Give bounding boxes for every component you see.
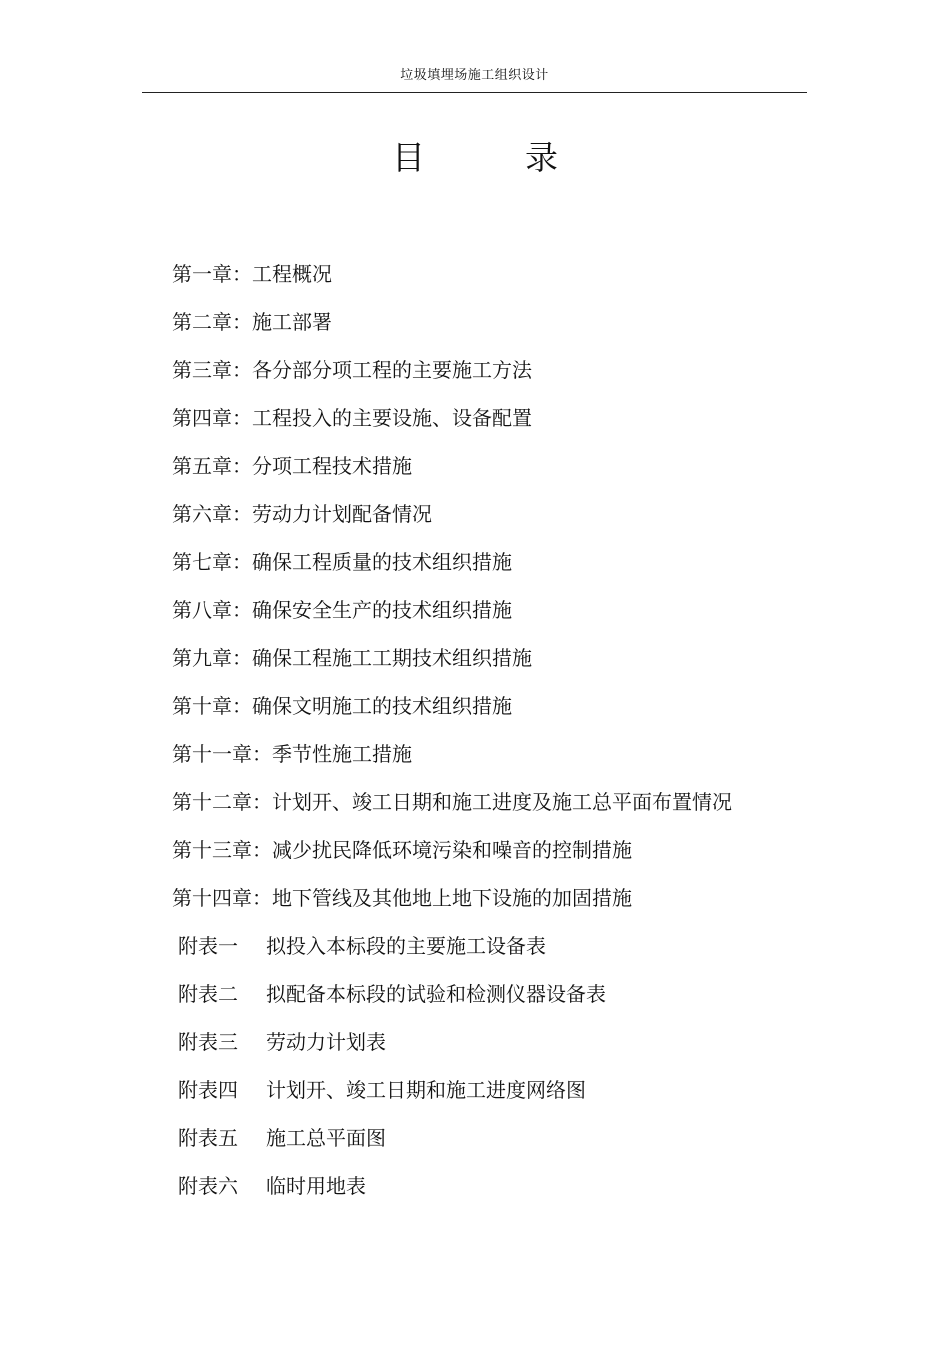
chapter-separator: ： (232, 310, 252, 334)
chapter-separator: ： (232, 694, 252, 718)
chapter-number: 第九章 (172, 646, 232, 670)
appendix-title: 临时用地表 (266, 1174, 366, 1198)
chapter-number: 第五章 (172, 454, 232, 478)
chapter-separator: ： (252, 742, 272, 766)
header-text: 垃圾填埋场施工组织设计 (400, 68, 549, 83)
toc-item-chapter-10[interactable] (172, 688, 812, 736)
chapter-separator: ： (232, 646, 252, 670)
toc-item-chapter-11[interactable] (172, 736, 812, 784)
toc-item-chapter-8[interactable] (172, 592, 812, 640)
toc-item-appendix-1[interactable] (172, 928, 812, 976)
chapter-separator: ： (232, 598, 252, 622)
toc-item-chapter-4[interactable] (172, 400, 812, 448)
toc-item-chapter-14[interactable] (172, 880, 812, 928)
chapter-title: 确保文明施工的技术组织措施 (252, 694, 512, 718)
appendix-number: 附表五 (178, 1126, 238, 1150)
toc-item-appendix-2[interactable] (172, 976, 812, 1024)
chapter-number: 第四章 (172, 406, 232, 430)
chapter-separator: ： (232, 550, 252, 574)
toc-item-chapter-6[interactable] (172, 496, 812, 544)
chapter-number: 第三章 (172, 358, 232, 382)
chapter-separator: ： (232, 406, 252, 430)
chapter-number: 第八章 (172, 598, 232, 622)
chapter-separator: ： (252, 838, 272, 862)
toc-title-char-2: 录 (525, 138, 558, 177)
chapter-title: 计划开、竣工日期和施工进度及施工总平面布置情况 (272, 790, 732, 814)
toc-item-appendix-5[interactable] (172, 1120, 812, 1168)
chapter-title: 施工部署 (252, 310, 332, 334)
chapter-separator: ： (232, 454, 252, 478)
appendix-title: 施工总平面图 (266, 1126, 386, 1150)
appendix-title: 劳动力计划表 (266, 1030, 386, 1054)
chapter-number: 第十三章 (172, 838, 252, 862)
toc-title-char-1: 目 (392, 138, 425, 177)
toc-title (0, 136, 950, 180)
appendix-number: 附表三 (178, 1030, 238, 1054)
chapter-separator: ： (232, 358, 252, 382)
toc-item-chapter-12[interactable] (172, 784, 812, 832)
toc-item-appendix-4[interactable] (172, 1072, 812, 1120)
chapter-separator: ： (252, 790, 272, 814)
appendix-number: 附表二 (178, 982, 238, 1006)
page-header (142, 62, 807, 93)
appendix-title: 计划开、竣工日期和施工进度网络图 (266, 1078, 586, 1102)
toc-item-chapter-9[interactable] (172, 640, 812, 688)
chapter-title: 工程概况 (252, 262, 332, 286)
chapter-number: 第十四章 (172, 886, 252, 910)
chapter-title: 确保工程质量的技术组织措施 (252, 550, 512, 574)
toc-list (172, 256, 812, 1216)
appendix-title: 拟配备本标段的试验和检测仪器设备表 (266, 982, 606, 1006)
chapter-number: 第七章 (172, 550, 232, 574)
toc-item-chapter-1[interactable] (172, 256, 812, 304)
chapter-number: 第十章 (172, 694, 232, 718)
appendix-number: 附表一 (178, 934, 238, 958)
toc-item-chapter-13[interactable] (172, 832, 812, 880)
chapter-separator: ： (232, 262, 252, 286)
chapter-title: 地下管线及其他地上地下设施的加固措施 (272, 886, 632, 910)
toc-item-appendix-3[interactable] (172, 1024, 812, 1072)
chapter-title: 减少扰民降低环境污染和噪音的控制措施 (272, 838, 632, 862)
toc-item-chapter-5[interactable] (172, 448, 812, 496)
chapter-number: 第一章 (172, 262, 232, 286)
chapter-title: 季节性施工措施 (272, 742, 412, 766)
appendix-title: 拟投入本标段的主要施工设备表 (266, 934, 546, 958)
appendix-number: 附表四 (178, 1078, 238, 1102)
chapter-number: 第六章 (172, 502, 232, 526)
toc-item-appendix-6[interactable] (172, 1168, 812, 1216)
chapter-separator: ： (232, 502, 252, 526)
chapter-title: 各分部分项工程的主要施工方法 (252, 358, 532, 382)
chapter-number: 第十二章 (172, 790, 252, 814)
chapter-number: 第十一章 (172, 742, 252, 766)
appendix-number: 附表六 (178, 1174, 238, 1198)
chapter-title: 工程投入的主要设施、设备配置 (252, 406, 532, 430)
chapter-title: 劳动力计划配备情况 (252, 502, 432, 526)
toc-item-chapter-2[interactable] (172, 304, 812, 352)
toc-item-chapter-3[interactable] (172, 352, 812, 400)
chapter-title: 确保工程施工工期技术组织措施 (252, 646, 532, 670)
chapter-separator: ： (252, 886, 272, 910)
chapter-title: 分项工程技术措施 (252, 454, 412, 478)
chapter-title: 确保安全生产的技术组织措施 (252, 598, 512, 622)
toc-item-chapter-7[interactable] (172, 544, 812, 592)
chapter-number: 第二章 (172, 310, 232, 334)
